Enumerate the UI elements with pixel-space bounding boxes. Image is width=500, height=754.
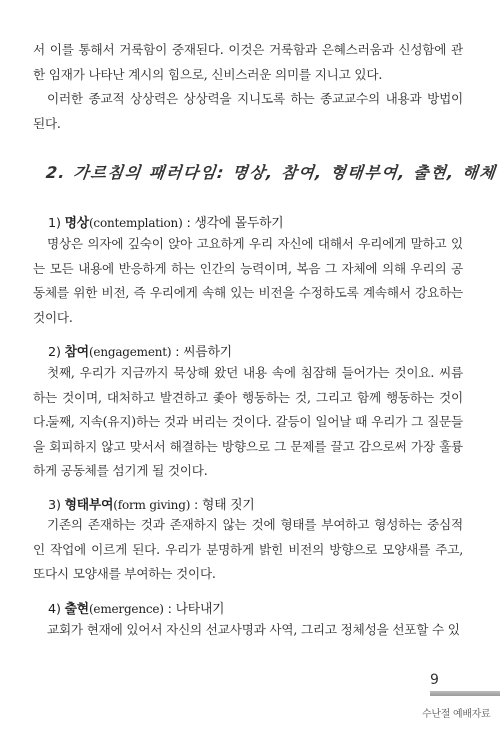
section-separator: : — [171, 345, 184, 360]
chapter-heading: 2. 가르침의 패러다임: 명상, 참여, 형태부여, 출현, 해체 — [44, 163, 498, 182]
section-term: 형태부여 — [64, 498, 114, 513]
section-separator: : — [190, 498, 203, 513]
page-number: 9 — [430, 672, 439, 688]
section-term: 명상 — [64, 216, 89, 231]
section-term-english: (form giving) — [113, 498, 191, 512]
section-2-paragraph-1: 첫째, 우리가 지금까지 묵상해 왔던 내용 속에 침잠해 들어가는 것이요. 씨름하는 것이며, 대처하고 발견하고 좇아 행동하는 것, 그리고 함께 행동하는 것이다. — [33, 365, 463, 429]
section-subtitle: 생각에 몰두하기 — [194, 216, 284, 231]
section-4-paragraph: 교회가 현재에 있어서 자신의 선교사명과 사역, 그리고 정체성을 선포할 수 있 — [47, 622, 460, 637]
section-term: 출현 — [64, 602, 89, 617]
section-heading-meditation — [48, 212, 283, 231]
section-term: 참여 — [64, 345, 89, 360]
section-1-paragraph: 명상은 의자에 깊숙이 앉아 고요하게 우리 자신에 대해서 우리에게 말하고 있는 모든 내용에 반응하게 하는 인간의 능력이며, 복음 그 자체에 의해 우리의 공동체를 위한 비전, 즉 우리에게 속해 있는 비전을 수정하도록 계속해서 강요하는 것이다. — [33, 236, 463, 325]
section-term-english: (engagement) — [88, 345, 172, 359]
section-3-paragraph: 기존의 존재하는 것과 존재하지 않는 것에 형태를 부여하고 형성하는 중심적인 작업에 이르게 된다. 우리가 분명하게 밝힌 비전의 방향으로 모양새를 주고, 또다시 모양새를 부여하는 것이다. — [33, 517, 463, 581]
section-number: 3) — [48, 498, 61, 513]
section-number: 1) — [48, 216, 61, 231]
section-number: 2) — [48, 345, 61, 360]
section-subtitle: 나타내기 — [175, 602, 225, 617]
section-number: 4) — [48, 602, 61, 617]
section-2-paragraph-2: 둘째, 지속(유지)하는 것과 버리는 것이다. 갈등이 일어날 때 우리가 그 질문들을 회피하지 않고 맞서서 해결하는 방향으로 그 문제를 끌고 감으로써 가장 훌륭하게 공동체를 섬기게 될 것이다. — [33, 414, 463, 478]
section-heading-emergence — [48, 598, 224, 617]
footer-divider — [430, 691, 500, 696]
intro-paragraph-2: 이러한 종교적 상상력은 상상력을 지니도록 하는 종교교수의 내용과 방법이 된다. — [33, 91, 463, 131]
section-term-english: (contemplation) — [88, 216, 183, 230]
section-heading-engagement — [48, 341, 232, 360]
intro-paragraph-1: 서 이를 통해서 거룩함이 중재된다. 이것은 거룩함과 은혜스러움과 신성함에 관한 임재가 나타난 계시의 힘으로, 신비스러운 의미를 지니고 있다. — [33, 42, 463, 82]
section-subtitle: 씨름하기 — [183, 345, 232, 360]
section-separator: : — [182, 216, 195, 231]
section-heading-form-giving — [48, 494, 255, 513]
section-separator: : — [163, 602, 176, 617]
section-subtitle: 형태 짓기 — [202, 498, 255, 513]
footer-book-title: 수난절 예배자료 — [422, 709, 491, 720]
section-term-english: (emergence) — [88, 602, 164, 616]
